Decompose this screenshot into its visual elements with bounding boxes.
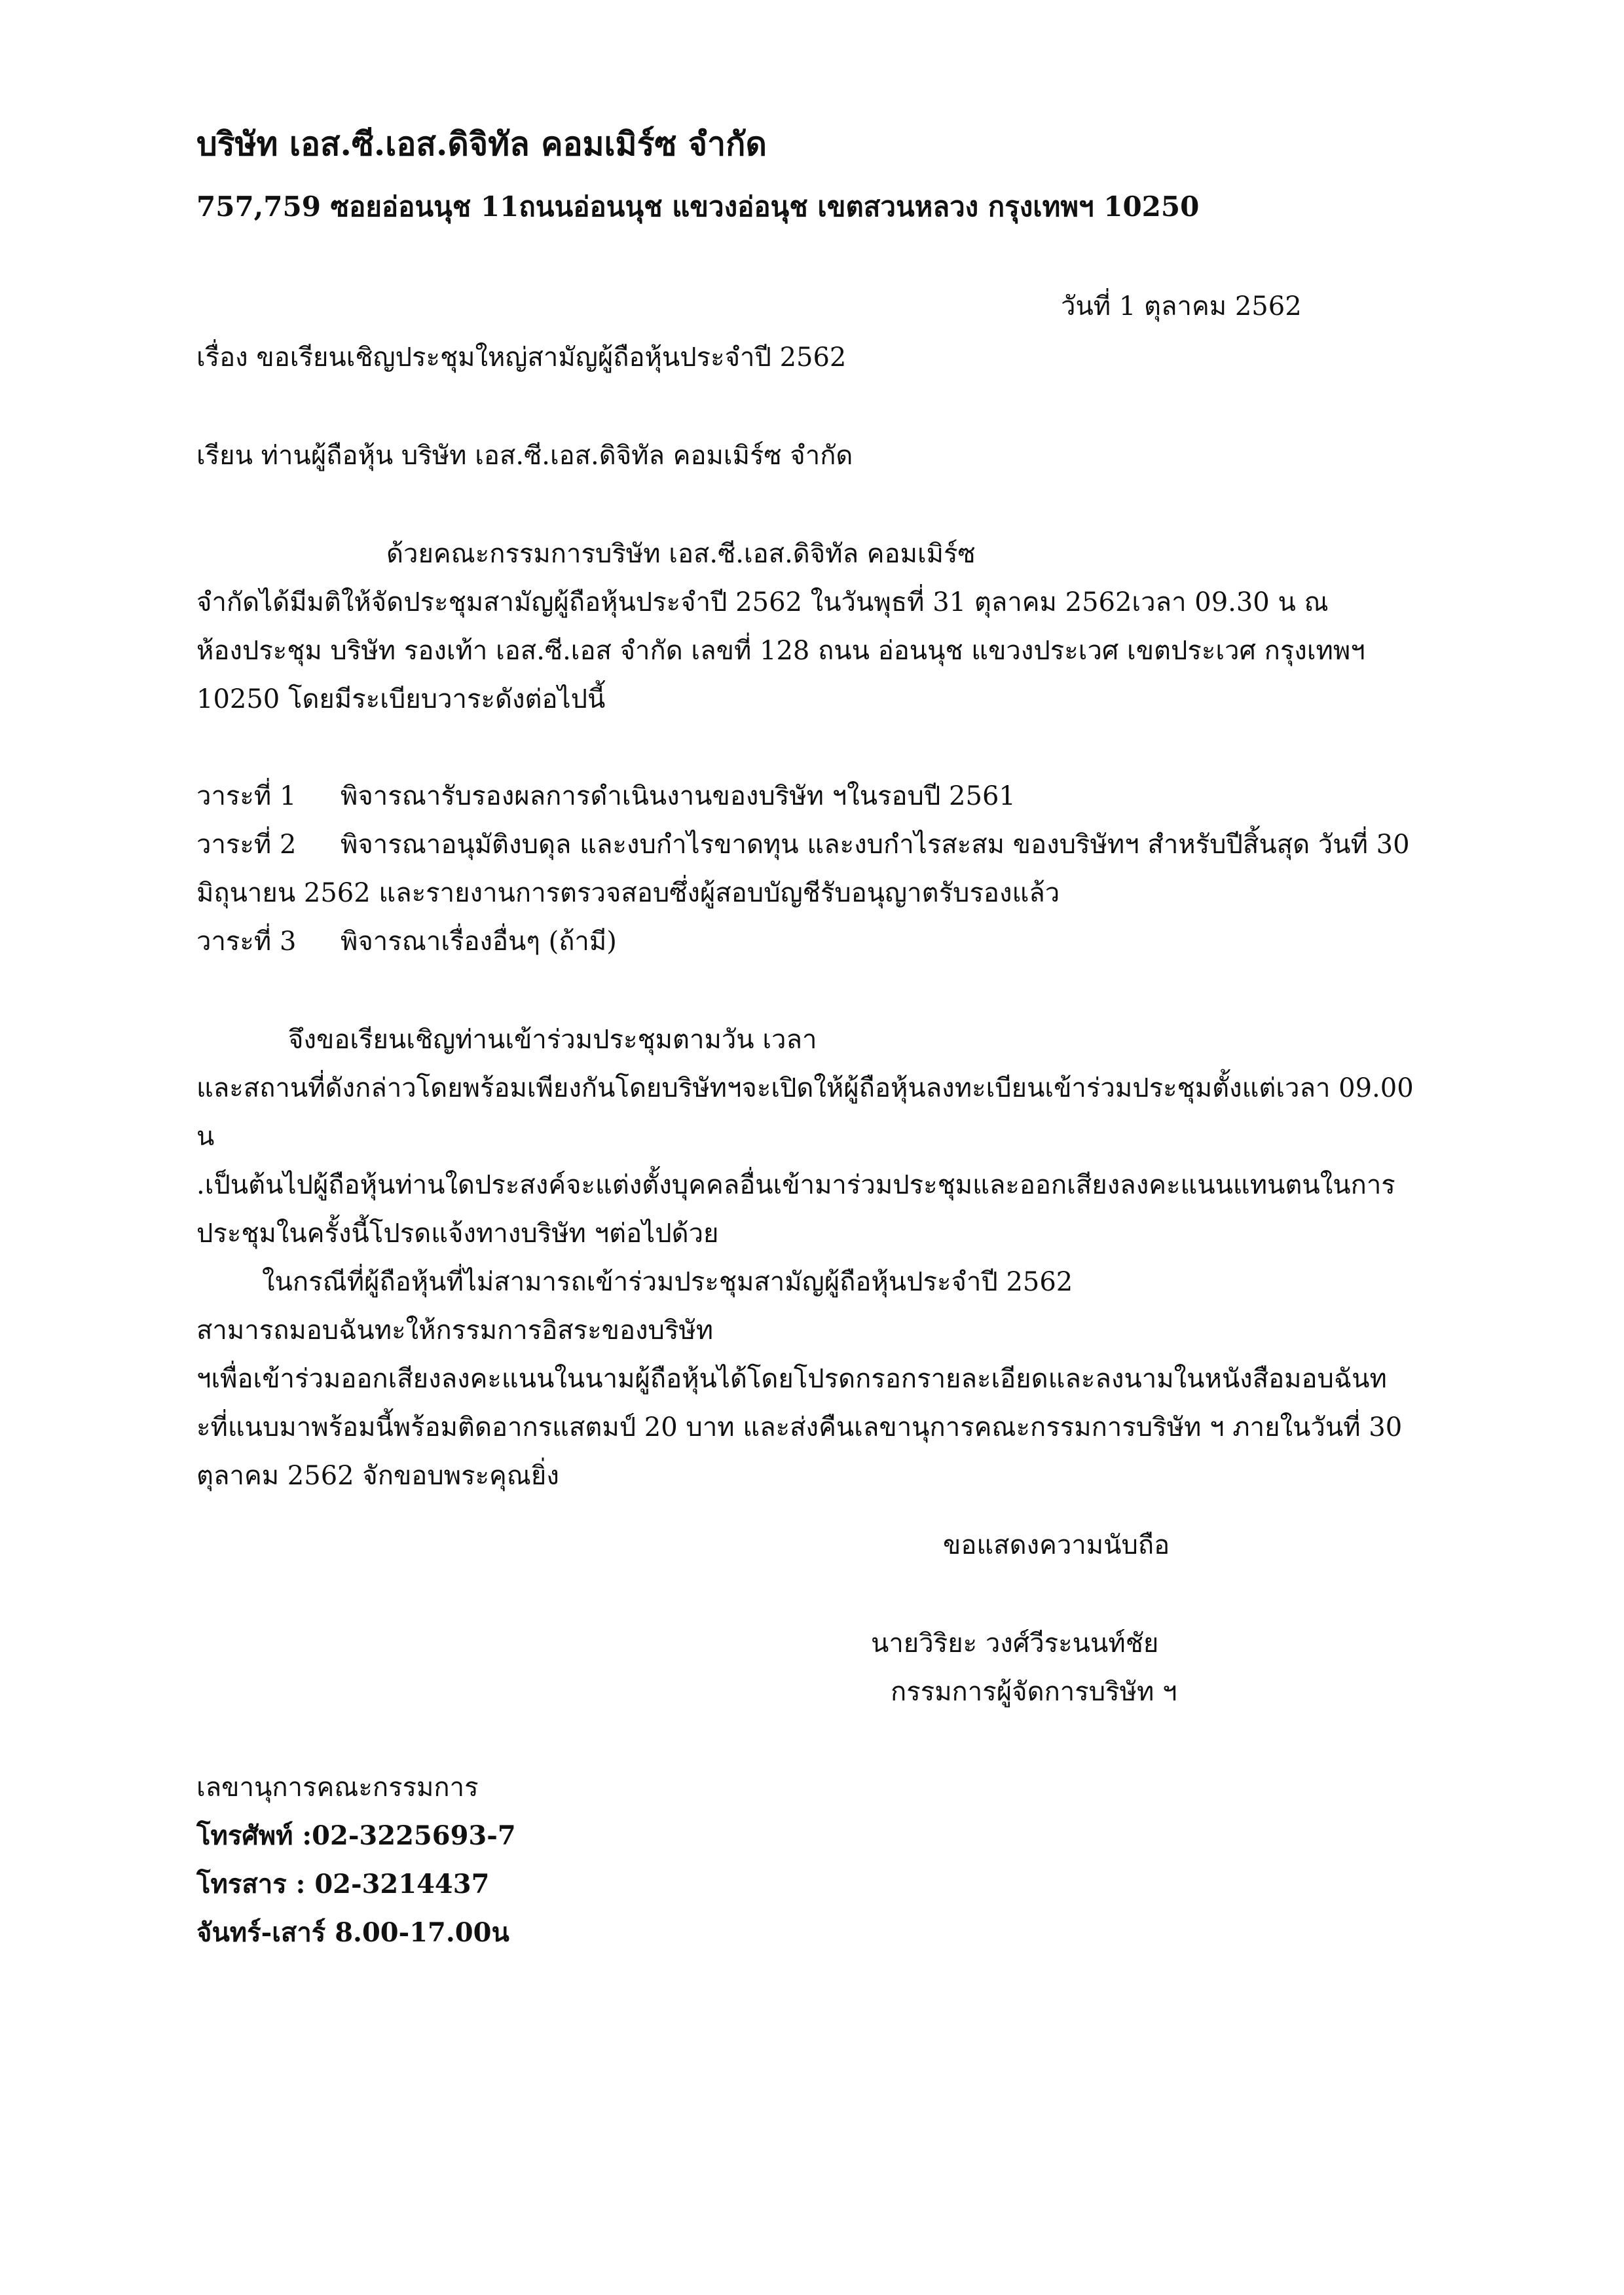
- agenda-text: พิจารณาเรื่องอื่นๆ (ถ้ามี): [341, 927, 617, 957]
- body1-line: ด้วยคณะกรรมการบริษัท เอส.ซี.เอส.ดิจิทัล คอมเมิร์ซ: [386, 539, 976, 569]
- letter-recipient: เรียน ท่านผู้ถือหุ้น บริษัท เอส.ซี.เอส.ดิจิทัล คอมเมิร์ซ จำกัด: [196, 441, 853, 471]
- agenda-item-1: [196, 778, 1016, 815]
- agenda-number: วาระที่ 2: [196, 830, 297, 860]
- contact-fax: โทรสาร : 02-3214437: [196, 1869, 490, 1900]
- company-address: 757,759 ซอยอ่อนนุช 11ถนนอ่อนนุช แขวงอ่อนุช เขตสวนหลวง กรุงเทพฯ 10250: [196, 191, 1200, 223]
- contact-hours: จันทร์-เสาร์ 8.00-17.00น: [196, 1917, 509, 1948]
- agenda-text: พิจารณาอนุมัติงบดุล และงบกำไรขาดทุน และงบกำไรสะสม ของบริษัทฯ สำหรับปีสิ้นสุด วันที่ 30: [341, 830, 1410, 860]
- agenda-text: พิจารณารับรองผลการดำเนินงานของบริษัท ฯในรอบปี 2561: [341, 781, 1016, 811]
- body3-line: ะที่แนบมาพร้อมนี้พร้อมติดอากรแสตมป์ 20 บาท และส่งคืนเลขานุการคณะกรรมการบริษัท ฯ ภายในวันที่ 30: [196, 1412, 1403, 1442]
- body2-line: น: [196, 1122, 215, 1152]
- letter-date: วันที่ 1 ตุลาคม 2562: [1061, 291, 1302, 321]
- agenda-item-3: [196, 923, 617, 960]
- body1-line: 10250 โดยมีระเบียบวาระดังต่อไปนี้: [196, 684, 606, 714]
- body1-line: จำกัดได้มีมติให้จัดประชุมสามัญผู้ถือหุ้นประจำปี 2562 ในวันพุธที่ 31 ตุลาคม 2562เวลา 09.30 น ณ: [196, 587, 1329, 617]
- company-name: บริษัท เอส.ซี.เอส.ดิจิทัล คอมเมิร์ซ จำกัด: [196, 124, 767, 163]
- closing: ขอแสดงความนับถือ: [943, 1530, 1170, 1560]
- body3-line: ฯเพื่อเข้าร่วมออกเสียงลงคะแนนในนามผู้ถือหุ้นได้โดยโปรดกรอกรายละเอียดและลงนามในหนังสือมอบฉันท: [196, 1364, 1387, 1394]
- agenda-item-2-continued: มิถุนายน 2562 และรายงานการตรวจสอบซึ่งผู้สอบบัญชีรับอนุญาตรับรองแล้ว: [196, 878, 1060, 908]
- letter-subject: เรื่อง ขอเรียนเชิญประชุมใหญ่สามัญผู้ถือหุ้นประจำปี 2562: [196, 342, 847, 373]
- body2-line: และสถานที่ดังกล่าวโดยพร้อมเพียงกันโดยบริษัทฯจะเปิดให้ผู้ถือหุ้นลงทะเบียนเข้าร่วมประชุมตั้งแต่เวลา 09.00: [196, 1073, 1414, 1103]
- agenda-item-2: [196, 826, 1410, 863]
- body1-line: ห้องประชุม บริษัท รองเท้า เอส.ซี.เอส จำกัด เลขที่ 128 ถนน อ่อนนุช แขวงประเวศ เขตประเวศ กรุงเทพฯ: [196, 636, 1365, 666]
- body3-line: สามารถมอบฉันทะให้กรรมการอิสระของบริษัท: [196, 1315, 714, 1346]
- body2-line: .เป็นต้นไปผู้ถือหุ้นท่านใดประสงค์จะแต่งตั้งบุคคลอื่นเข้ามาร่วมประชุมและออกเสียงลงคะแนนแทนตนในการ: [196, 1170, 1395, 1200]
- agenda-number: วาระที่ 1: [196, 781, 297, 811]
- body3-line: ตุลาคม 2562 จักขอบพระคุณยิ่ง: [196, 1461, 559, 1491]
- signer-title: กรรมการผู้จัดการบริษัท ฯ: [891, 1677, 1177, 1707]
- agenda-number: วาระที่ 3: [196, 927, 297, 957]
- contact-department: เลขานุการคณะกรรมการ: [196, 1772, 479, 1803]
- body2-line: จึงขอเรียนเชิญท่านเข้าร่วมประชุมตามวัน เวลา: [288, 1025, 817, 1055]
- body3-line: ในกรณีที่ผู้ถือหุ้นที่ไม่สามารถเข้าร่วมประชุมสามัญผู้ถือหุ้นประจำปี 2562: [262, 1267, 1073, 1297]
- contact-phone: โทรศัพท์ :02-3225693-7: [196, 1820, 516, 1851]
- body2-line: ประชุมในครั้งนี้โปรดแจ้งทางบริษัท ฯต่อไปด้วย: [196, 1219, 719, 1249]
- signer-name: นายวิริยะ วงศ์วีระนนท์ชัย: [871, 1628, 1159, 1659]
